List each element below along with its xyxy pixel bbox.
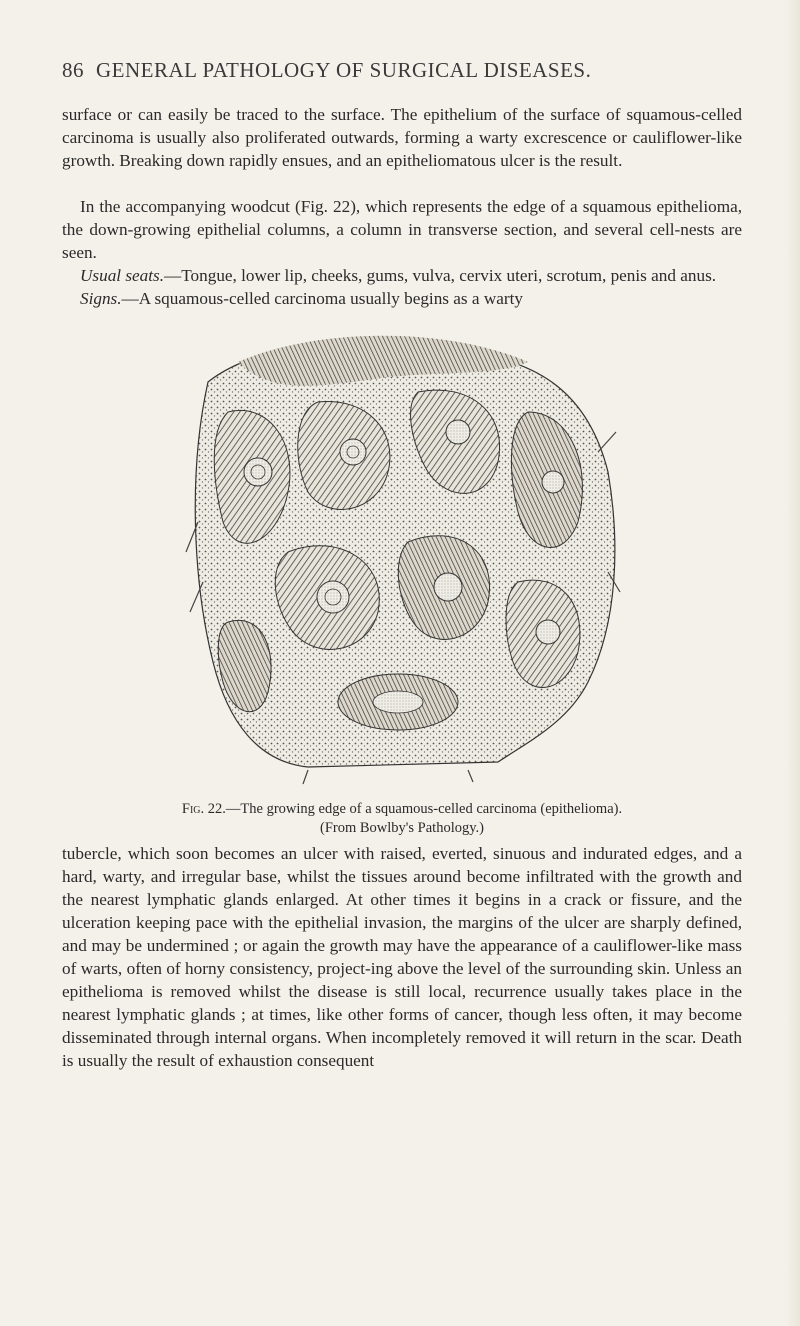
running-title: GENERAL PATHOLOGY OF SURGICAL DISEASES.	[96, 58, 592, 82]
signs-label: Signs.	[80, 289, 122, 308]
page-edge-shadow	[786, 0, 800, 1326]
paragraph-tubercle	[62, 842, 742, 1072]
paragraph-woodcut	[62, 195, 742, 264]
paragraph-text: In the accompanying woodcut (Fig. 22), which represents the edge of a squamous epithelioma, the down-growing epithelial columns, a column in transverse section, and several cell-nests are seen.	[62, 197, 742, 262]
paragraph-signs	[62, 287, 742, 310]
caption-source: (From Bowlby's Pathology.)	[320, 820, 484, 836]
woodcut-figure	[168, 322, 623, 786]
caption-label: Fig. 22.	[181, 801, 226, 817]
epithelioma-illustration	[168, 322, 623, 786]
paragraph-text: surface or can easily be traced to the surface. The epithelium of the surface of squamous-celled carcinoma is usually also proliferated outwards, forming a warty excrescence or cauliflower-like growth. Breaking down rapidly ensues, and an epitheliomatous ulcer is the result.	[62, 105, 742, 170]
paragraph-surface	[62, 103, 742, 172]
figure-caption	[62, 800, 742, 838]
paragraph-usual-seats	[62, 264, 742, 287]
paragraph-text: tubercle, which soon becomes an ulcer with raised, everted, sinuous and indurated edges, and a hard, warty, and irregular base, whilst the tissues around become infiltrated with the growth and the nearest lymphatic glands enlarged. At other times it begins in a crack or fissure, and the ulceration keeping pace with the epithelial invasion, the margins of the ulcer are sharply defined, and may be undermined ; or again the growth may have the appearance of a cauliflower-like mass of warts, often of horny consistency, project-ing above the level of the surrounding skin. Unless an epithelioma is removed whilst the disease is still local, recurrence usually takes place in the nearest lymphatic glands ; at times, like other forms of cancer, though less often, it may become disseminated through internal organs. When incompletely removed it will return in the scar. Death is usually the result of exhaustion consequent	[62, 844, 742, 1070]
page-number: 86	[62, 58, 84, 82]
caption-text: —The growing edge of a squamous-celled carcinoma (epithelioma).	[225, 801, 623, 817]
signs-text: —A squamous-celled carcinoma usually begins as a warty	[121, 289, 523, 308]
usual-seats-label: Usual seats.	[80, 266, 165, 285]
usual-seats-text: —Tongue, lower lip, cheeks, gums, vulva, cervix uteri, scrotum, penis and anus.	[164, 266, 717, 285]
running-header	[62, 58, 591, 83]
